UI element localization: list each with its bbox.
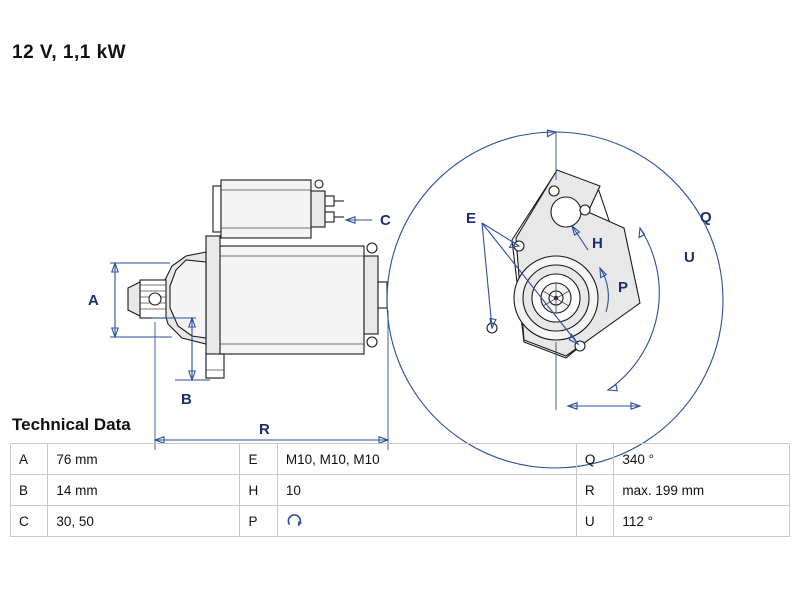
technical-data-heading: Technical Data [12,415,131,434]
row-key-h: H [240,475,277,506]
row-value-a: 76 mm [48,444,240,475]
row-key-q: Q [576,444,614,475]
table-row [11,506,790,537]
row-key-b: B [11,475,48,506]
row-value-r: max. 199 mm [614,475,790,506]
starter-side-view [88,180,391,450]
row-value-h: 10 [277,475,576,506]
row-key-r: R [576,475,614,506]
table-row [11,444,790,475]
dim-label-r: R [259,421,270,438]
dim-label-h: H [592,235,603,252]
row-value-u: 112 ° [614,506,790,537]
row-value-c: 30, 50 [48,506,240,537]
technical-data-table [10,443,790,537]
row-value-q: 340 ° [614,444,790,475]
page-title: 12 V, 1,1 kW [12,42,127,63]
row-value-e: M10, M10, M10 [277,444,576,475]
row-value-b: 14 mm [48,475,240,506]
row-value-p [277,506,576,537]
row-key-u: U [576,506,614,537]
dim-label-a: A [88,292,99,309]
dim-label-p: P [618,279,629,296]
row-key-p: P [240,506,277,537]
table-row [11,475,790,506]
dim-label-e: E [466,210,477,227]
dim-label-c: C [380,212,391,229]
dim-label-b: B [181,391,192,408]
dim-label-u: U [684,249,695,266]
row-key-e: E [240,444,277,475]
rotation-direction-icon [286,512,304,530]
row-key-c: C [11,506,48,537]
starter-end-view [387,130,723,468]
dim-label-q: Q [700,209,712,226]
row-key-a: A [11,444,48,475]
